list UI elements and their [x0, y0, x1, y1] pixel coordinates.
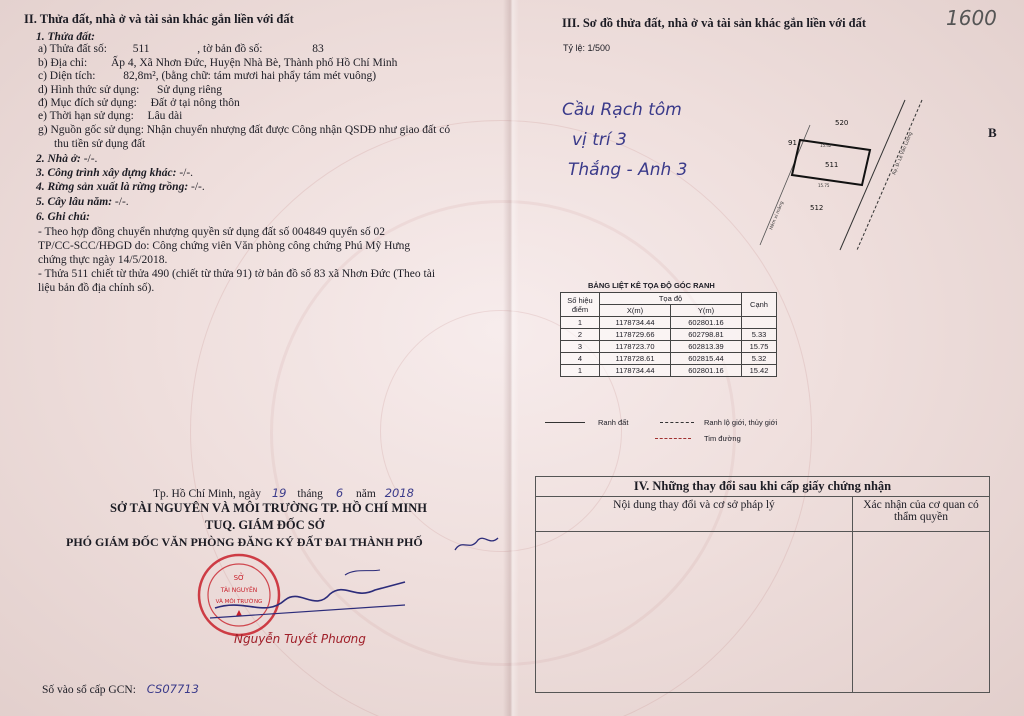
- issuing-org: SỞ TÀI NGUYÊN VÀ MÔI TRƯỜNG TP. HỒ CHÍ MINH: [110, 501, 427, 515]
- changes-col-content: Nội dung thay đổi và cơ sở pháp lý: [536, 497, 853, 532]
- parcel-sketch: [740, 95, 930, 255]
- section-iii-title: III. Sơ đồ thửa đất, nhà ở và tài sản khác gắn liền với đất: [562, 16, 867, 30]
- legend-line-dashed: [660, 422, 694, 423]
- svg-text:511: 511: [825, 161, 839, 169]
- signer-name: Nguyễn Tuyết Phương: [234, 632, 366, 646]
- table-row: [561, 329, 777, 341]
- table-row: [561, 317, 777, 329]
- parcel-number-row: [38, 43, 324, 55]
- svg-text:15.42: 15.42: [820, 143, 832, 148]
- address-row: [38, 57, 397, 69]
- area-value: 82,8m², (bằng chữ: tám mươi hai phẩy tám mét vuông): [123, 70, 377, 82]
- purpose-label: đ) Mục đích sử dụng:: [38, 97, 137, 109]
- note1-line1: - Theo hợp đồng chuyển nhượng quyền sử dụng đất số 004849 quyển số 02: [38, 226, 386, 238]
- coord-x: 1178728.61: [600, 353, 671, 365]
- usage-form-row: [38, 84, 222, 96]
- coord-edge: [742, 317, 777, 329]
- usage-form-value: Sử dụng riêng: [157, 84, 223, 96]
- term-label: e) Thời hạn sử dụng:: [38, 110, 134, 122]
- legend-line-solid: [545, 422, 585, 423]
- gcn-row: [42, 682, 199, 696]
- svg-text:520: 520: [835, 119, 849, 127]
- coord-table-title: BẢNG LIỆT KÊ TỌA ĐỘ GÓC RANH: [588, 281, 715, 290]
- table-row: [561, 353, 777, 365]
- issue-date: [153, 486, 414, 500]
- issue-month-label: tháng: [297, 488, 323, 500]
- changes-content-cell: [536, 532, 853, 693]
- perennial-tree-label: 5. Cây lâu năm:: [36, 196, 113, 208]
- side-letter: B: [988, 125, 997, 140]
- legend-ranh-lo-gioi: Ranh lộ giới, thủy giới: [704, 418, 778, 427]
- gcn-label: Số vào sổ cấp GCN:: [42, 684, 136, 696]
- legend-ranh-dat: Ranh đất: [598, 418, 629, 427]
- svg-text:Rạ. Đ. Lê Văn Lương: Rạ. Đ. Lê Văn Lương: [892, 131, 914, 176]
- note1-line3: chứng thực ngày 14/5/2018.: [38, 254, 168, 266]
- area-label: c) Diện tích:: [38, 70, 96, 82]
- handwritten-note-1: Cầu Rạch tôm: [562, 100, 682, 120]
- coord-x: 1178723.70: [600, 341, 671, 353]
- house-row: [36, 153, 97, 165]
- parcel-number-label: a) Thửa đất số:: [38, 43, 107, 55]
- address-value: Ấp 4, Xã Nhơn Đức, Huyện Nhà Bè, Thành phố Hồ Chí Minh: [110, 57, 398, 69]
- coord-point-id: 2: [561, 329, 600, 341]
- coord-edge: 15.42: [742, 365, 777, 377]
- table-row: [561, 365, 777, 377]
- parcel-heading: 1. Thửa đất:: [36, 31, 95, 43]
- changes-title: IV. Những thay đổi sau khi cấp giấy chứng nhận: [536, 477, 990, 497]
- issue-month: 6: [335, 486, 344, 500]
- issue-date-prefix: Tp. Hồ Chí Minh, ngày: [153, 488, 261, 500]
- house-label: 2. Nhà ở:: [36, 153, 81, 165]
- perennial-tree-value: -/-.: [114, 196, 129, 208]
- svg-text:15.75: 15.75: [818, 183, 830, 188]
- map-scale: Tỷ lệ: 1/500: [563, 43, 611, 53]
- changes-table: [535, 476, 990, 693]
- handwritten-note-2: vị trí 3: [572, 130, 627, 150]
- coord-edge: 5.33: [742, 329, 777, 341]
- origin-value-line1: Nhận chuyển nhượng đất được Công nhận QSDĐ như giao đất có: [146, 124, 451, 136]
- table-row: [561, 341, 777, 353]
- page-fold: [503, 0, 519, 716]
- usage-form-label: d) Hình thức sử dụng:: [38, 84, 140, 96]
- handwritten-note-3: Thắng - Anh 3: [568, 160, 688, 180]
- svg-text:Hẻm xi măng: Hẻm xi măng: [769, 200, 786, 231]
- origin-value-line2: thu tiền sử dụng đất: [54, 138, 146, 150]
- parcel-number-value: 511: [132, 43, 150, 55]
- coord-x: 1178734.44: [600, 365, 671, 377]
- map-sheet-label: , tờ bản đồ số:: [197, 43, 263, 55]
- changes-confirmation-cell: [853, 532, 990, 693]
- svg-text:TÀI NGUYÊN: TÀI NGUYÊN: [220, 587, 258, 594]
- planted-forest-label: 4. Rừng sản xuất là rừng trồng:: [36, 181, 189, 193]
- term-value: Lâu dài: [147, 110, 183, 122]
- coord-col-x: X(m): [600, 305, 671, 317]
- svg-text:SỞ: SỞ: [233, 574, 245, 582]
- other-construction-value: -/-.: [179, 167, 194, 179]
- signature: [205, 560, 425, 630]
- coord-y: 602801.16: [671, 365, 742, 377]
- perennial-tree-row: [36, 196, 129, 208]
- coord-y: 602801.16: [671, 317, 742, 329]
- legend-tim-duong: Tim đường: [704, 434, 741, 443]
- coord-col-edge: Cạnh: [742, 293, 777, 317]
- purpose-row: [38, 97, 240, 109]
- coord-point-id: 3: [561, 341, 600, 353]
- coord-table: [560, 292, 777, 377]
- coord-edge: 5.32: [742, 353, 777, 365]
- planted-forest-row: [36, 181, 205, 193]
- svg-text:91: 91: [788, 139, 797, 147]
- svg-text:VÀ MÔI TRƯỜNG: VÀ MÔI TRƯỜNG: [215, 599, 263, 605]
- signer-title: PHÓ GIÁM ĐỐC VĂN PHÒNG ĐĂNG KÝ ĐẤT ĐAI THÀNH PHỐ: [66, 535, 423, 549]
- coord-edge: 15.75: [742, 341, 777, 353]
- coord-col-coordinates: Tọa độ: [600, 293, 742, 305]
- coord-point-id: 1: [561, 317, 600, 329]
- house-value: -/-.: [83, 153, 98, 165]
- note2-line2: liệu bản đồ địa chính số).: [38, 282, 155, 294]
- note1-line2: TP/CC-SCC/HĐGD do: Công chứng viên Văn phòng công chứng Phú Mỹ Hưng: [38, 240, 411, 252]
- coord-y: 602815.44: [671, 353, 742, 365]
- address-label: b) Địa chỉ:: [38, 57, 88, 69]
- gcn-value: CS07713: [146, 682, 199, 696]
- purpose-value: Đất ở tại nông thôn: [150, 97, 240, 109]
- coord-x: 1178729.66: [600, 329, 671, 341]
- origin-label: g) Nguồn gốc sử dụng:: [38, 124, 144, 136]
- issue-year-label: năm: [356, 488, 376, 500]
- coord-point-id: 4: [561, 353, 600, 365]
- notes-label: 6. Ghi chú:: [36, 211, 90, 223]
- section-ii-title: II. Thửa đất, nhà ở và tài sản khác gắn liền với đất: [24, 12, 294, 26]
- authorization-line: TUQ. GIÁM ĐỐC SỞ: [205, 518, 325, 532]
- changes-col-confirmation: Xác nhận của cơ quan có thẩm quyền: [853, 497, 990, 532]
- initial-scribble: [452, 530, 502, 558]
- other-construction-label: 3. Công trình xây dựng khác:: [36, 167, 177, 179]
- issue-year: 2018: [384, 486, 414, 500]
- coord-x: 1178734.44: [600, 317, 671, 329]
- coord-point-id: 1: [561, 365, 600, 377]
- legend-line-center: [655, 438, 691, 439]
- origin-row: [38, 124, 450, 136]
- coord-table-header: [561, 293, 777, 305]
- issue-day: 19: [271, 486, 287, 500]
- coord-y: 602798.81: [671, 329, 742, 341]
- corner-note: 1600: [946, 6, 997, 30]
- other-construction-row: [36, 167, 193, 179]
- planted-forest-value: -/-.: [191, 181, 205, 193]
- map-sheet-value: 83: [312, 43, 324, 55]
- coord-y: 602813.39: [671, 341, 742, 353]
- coord-col-y: Y(m): [671, 305, 742, 317]
- area-row: [38, 70, 376, 82]
- svg-text:512: 512: [810, 204, 824, 212]
- coord-col-point: Số hiệu điểm: [561, 293, 600, 317]
- term-row: [38, 110, 182, 122]
- note2-line1: - Thửa 511 chiết từ thửa 490 (chiết từ thửa 91) tờ bản đồ số 83 xã Nhơn Đức (Theo tài: [38, 268, 436, 280]
